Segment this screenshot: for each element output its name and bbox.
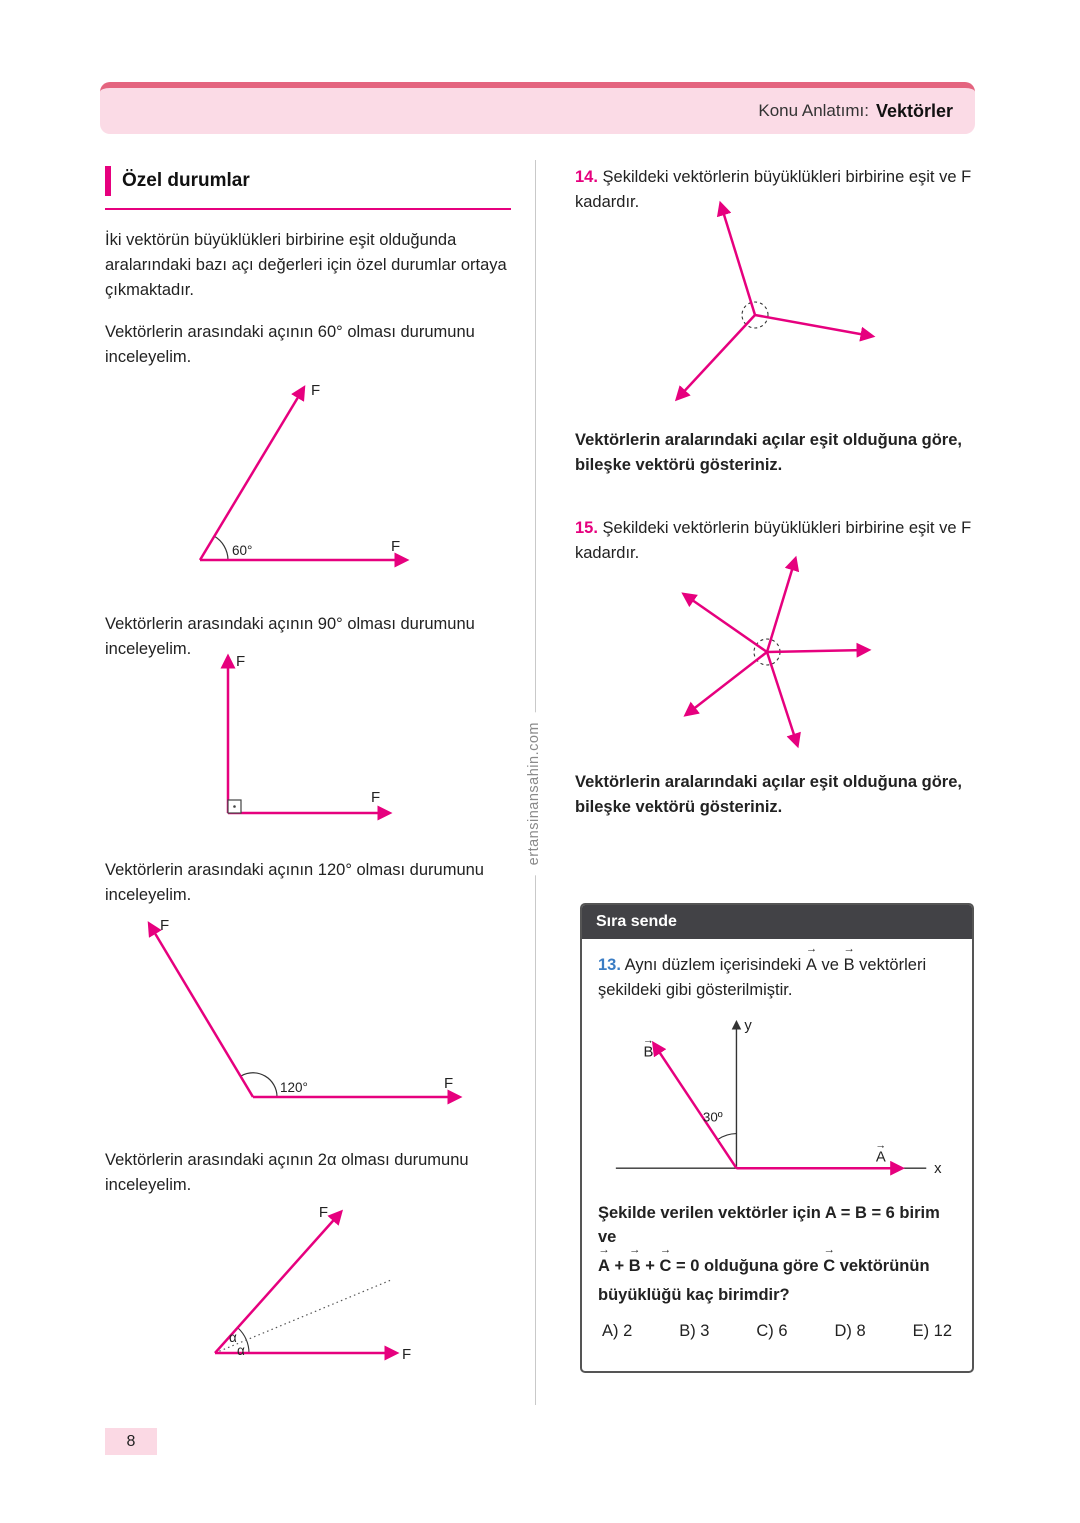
choice-b: B) 3 bbox=[679, 1321, 710, 1340]
vector-a-label: A bbox=[875, 1148, 886, 1165]
header-title: Vektörler bbox=[875, 100, 953, 121]
q13-intro-2: ve bbox=[821, 956, 839, 974]
sira-sende-box bbox=[580, 903, 974, 1373]
vector-a-hat-icon: → bbox=[875, 1138, 887, 1151]
choice-d: D) 8 bbox=[834, 1321, 866, 1340]
vector-arrow bbox=[687, 652, 767, 714]
q14-statement: Şekildeki vektörlerin büyüklükleri birbirine eşit ve F kadardır. bbox=[575, 168, 972, 211]
plus-sign: + bbox=[614, 1257, 625, 1275]
vector-b-hat-icon: → bbox=[643, 1034, 654, 1047]
q15-statement: Şekildeki vektörlerin büyüklükleri birbirine eşit ve F kadardır. bbox=[575, 519, 972, 562]
vector-label-f: F bbox=[444, 1075, 454, 1092]
case-60-text: Vektörlerin arasındaki açının 60° olması durumunu inceleyelim. bbox=[105, 323, 475, 366]
alpha-lower-label: α bbox=[237, 1343, 245, 1358]
q15-instruction: Vektörlerin aralarındaki açılar eşit olduğuna göre, bileşke vektörü gösteriniz. bbox=[575, 773, 962, 816]
alpha-upper-label: α bbox=[229, 1330, 237, 1345]
watermark-text: ertansinansahin.com bbox=[525, 712, 543, 875]
case-120-text: Vektörlerin arasındaki açının 120° olması durumunu inceleyelim. bbox=[105, 861, 484, 904]
vector-b-symbol: → B bbox=[629, 1254, 641, 1279]
vector-c-symbol: → C bbox=[823, 1254, 835, 1279]
angle-label: 30º bbox=[702, 1109, 723, 1125]
section-title: Özel durumlar bbox=[122, 170, 250, 191]
q13-intro-3: vektörleri şekildeki gibi gösterilmiştir. bbox=[598, 956, 927, 999]
y-axis-label: y bbox=[744, 1017, 752, 1034]
vector-a-symbol: → A bbox=[598, 1254, 610, 1279]
q13-question-line3: büyüklüğü kaç birimdir? bbox=[598, 1285, 790, 1304]
accent-bar bbox=[105, 166, 111, 196]
sira-sende-header: Sıra sende bbox=[582, 905, 972, 939]
diagram-q14-three-vectors bbox=[565, 200, 965, 420]
q13-equation-tail: vektörünün bbox=[839, 1257, 930, 1275]
angle-label: 60° bbox=[232, 543, 253, 558]
angle-arc bbox=[718, 1133, 737, 1139]
vector-label-f: F bbox=[236, 653, 246, 670]
vector-label-f: F bbox=[311, 382, 321, 399]
page-header bbox=[100, 82, 975, 134]
header-kicker: Konu Anlatımı: bbox=[758, 101, 869, 120]
sira-sende-content bbox=[582, 939, 972, 1341]
vector-arrow bbox=[767, 560, 795, 652]
vector-arrow bbox=[200, 389, 303, 560]
diagram-q15-five-vectors bbox=[572, 552, 972, 752]
diagram-60-degrees bbox=[100, 375, 520, 575]
vector-arrow bbox=[721, 205, 755, 315]
vector-label-f: F bbox=[318, 1204, 328, 1221]
x-axis-label: x bbox=[934, 1160, 942, 1177]
answer-choices bbox=[598, 1322, 956, 1341]
vector-b-label: B bbox=[643, 1043, 654, 1060]
choice-a: A) 2 bbox=[602, 1321, 633, 1340]
right-angle-dot bbox=[233, 805, 236, 808]
vector-label-f: F bbox=[391, 538, 401, 555]
vector-arrow bbox=[150, 925, 253, 1097]
plus-sign: + bbox=[645, 1257, 655, 1275]
intro-paragraph: İki vektörün büyüklükleri birbirine eşit olduğunda aralarındaki bazı açı değerleri için özel durumlar ortaya çıkmaktadır. bbox=[105, 231, 507, 299]
page-number-value: 8 bbox=[126, 1432, 136, 1450]
q14-number: 14. bbox=[575, 168, 598, 186]
q13-intro-1: Aynı düzlem içerisindeki bbox=[624, 956, 802, 974]
case-2alpha-text: Vektörlerin arasındaki açının 2α olması durumunu inceleyelim. bbox=[105, 1151, 469, 1194]
vector-label-f: F bbox=[402, 1346, 412, 1363]
angle-arc bbox=[214, 536, 228, 560]
equals-zero: = 0 bbox=[676, 1257, 700, 1275]
page-number bbox=[105, 1428, 157, 1455]
vector-a-symbol: → A bbox=[806, 953, 817, 978]
q13-equation-line bbox=[598, 1254, 956, 1279]
diagram-90-degrees bbox=[198, 648, 518, 828]
vector-b-symbol: → B bbox=[844, 953, 855, 978]
q15-number: 15. bbox=[575, 519, 598, 537]
q13-number: 13. bbox=[598, 956, 621, 974]
q13-text bbox=[598, 953, 956, 1003]
diagram-2alpha bbox=[195, 1203, 455, 1368]
diagram-q13-axes bbox=[598, 1013, 954, 1186]
choice-c: C) 6 bbox=[756, 1321, 788, 1340]
q13-equation-mid: olduğuna göre bbox=[704, 1257, 819, 1275]
angle-label: 120° bbox=[280, 1080, 308, 1095]
vector-arrow bbox=[755, 315, 871, 336]
choice-e: E) 12 bbox=[912, 1321, 952, 1340]
vector-b-arrow bbox=[654, 1044, 736, 1168]
diagram-120-degrees bbox=[138, 912, 498, 1112]
section-heading bbox=[105, 166, 511, 210]
vector-arrow bbox=[767, 650, 867, 652]
vector-label-f: F bbox=[160, 917, 170, 934]
case-90-text: Vektörlerin arasındaki açının 90° olması durumunu inceleyelim. bbox=[105, 615, 475, 658]
vector-arrow bbox=[767, 652, 797, 744]
vector-arrow bbox=[678, 315, 755, 398]
q14-instruction: Vektörlerin aralarındaki açılar eşit olduğuna göre, bileşke vektörü gösteriniz. bbox=[575, 431, 962, 474]
vector-label-f: F bbox=[371, 789, 381, 806]
vector-arrow bbox=[685, 595, 767, 652]
q13-question-line1: Şekilde verilen vektörler için A = B = 6 birim ve bbox=[598, 1203, 940, 1247]
vector-c-symbol: → C bbox=[660, 1254, 672, 1279]
